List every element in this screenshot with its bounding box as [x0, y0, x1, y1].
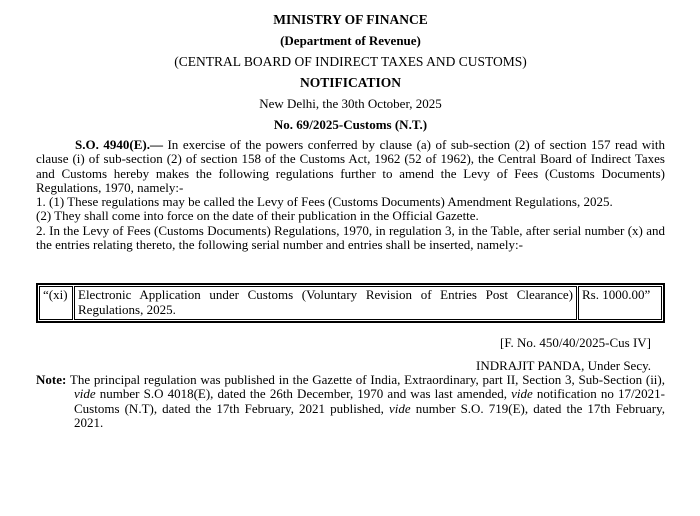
opening-text: In exercise of the powers conferred by clause (a) of sub-section (2) of section 157 read with clause (i) of sub-section (2) of section 158 of the Customs Act, 1962 (52 of 1962), the Central Board of Indirect Taxes and Customs hereby makes the following regulations further to amend the Levy of Fees (Customs Documents) Regulations, 1970, namely:- — [36, 137, 665, 195]
table-row — [39, 286, 662, 320]
ministry-title: MINISTRY OF FINANCE — [273, 12, 428, 27]
clause-1-1: 1. (1) These regulations may be called the Levy of Fees (Customs Documents) Amendment Regulations, 2025. — [36, 194, 613, 210]
clause-2: 2. In the Levy of Fees (Customs Documents) Regulations, 1970, in regulation 3, in the Table, after serial number (x) and the entries relating thereto, the following serial number and entries shall be inserted, namely:- — [36, 222, 665, 253]
note-label: Note: — [36, 371, 67, 387]
board-line: (CENTRAL BOARD OF INDIRECT TAXES AND CUSTOMS) — [174, 54, 527, 69]
signatory-line: INDRAJIT PANDA, Under Secy. — [475, 357, 651, 373]
fees-table — [36, 283, 665, 323]
doc-header — [36, 13, 665, 132]
clause-1-2: (2) They shall come into force on the date of their publication in the Official Gazette. — [36, 208, 479, 224]
opening-paragraph — [36, 138, 665, 195]
place-date-line: New Delhi, the 30th October, 2025 — [259, 96, 442, 111]
file-number-line: [F. No. 450/40/2025-Cus IV] — [500, 335, 651, 351]
note-paragraph — [36, 373, 665, 430]
notification-number: No. 69/2025-Customs (N.T.) — [273, 117, 428, 132]
notification-heading: NOTIFICATION — [299, 75, 401, 90]
description-cell: Electronic Application under Customs (Voluntary Revision of Entries Post Clearance) Regulations, 2025. — [74, 286, 577, 320]
note-text: The principal regulation was published in the Gazette of India, Extraordinary, part II, Section 3, Sub-Section (ii), vide number S.O 4018(E), dated the 26th December, 1970 and was last amended, vide notification no 17/2021-Customs (N.T), dated the 17th February, 2021 published, vide number S.O. 719(E), dated the 17th February, 2021. — [66, 371, 665, 430]
serial-cell: “(xi) — [39, 286, 73, 320]
fee-cell: Rs. 1000.00” — [578, 286, 662, 320]
department-line: (Department of Revenue) — [280, 33, 421, 48]
so-number-lead: S.O. 4940(E).— — [75, 137, 163, 152]
